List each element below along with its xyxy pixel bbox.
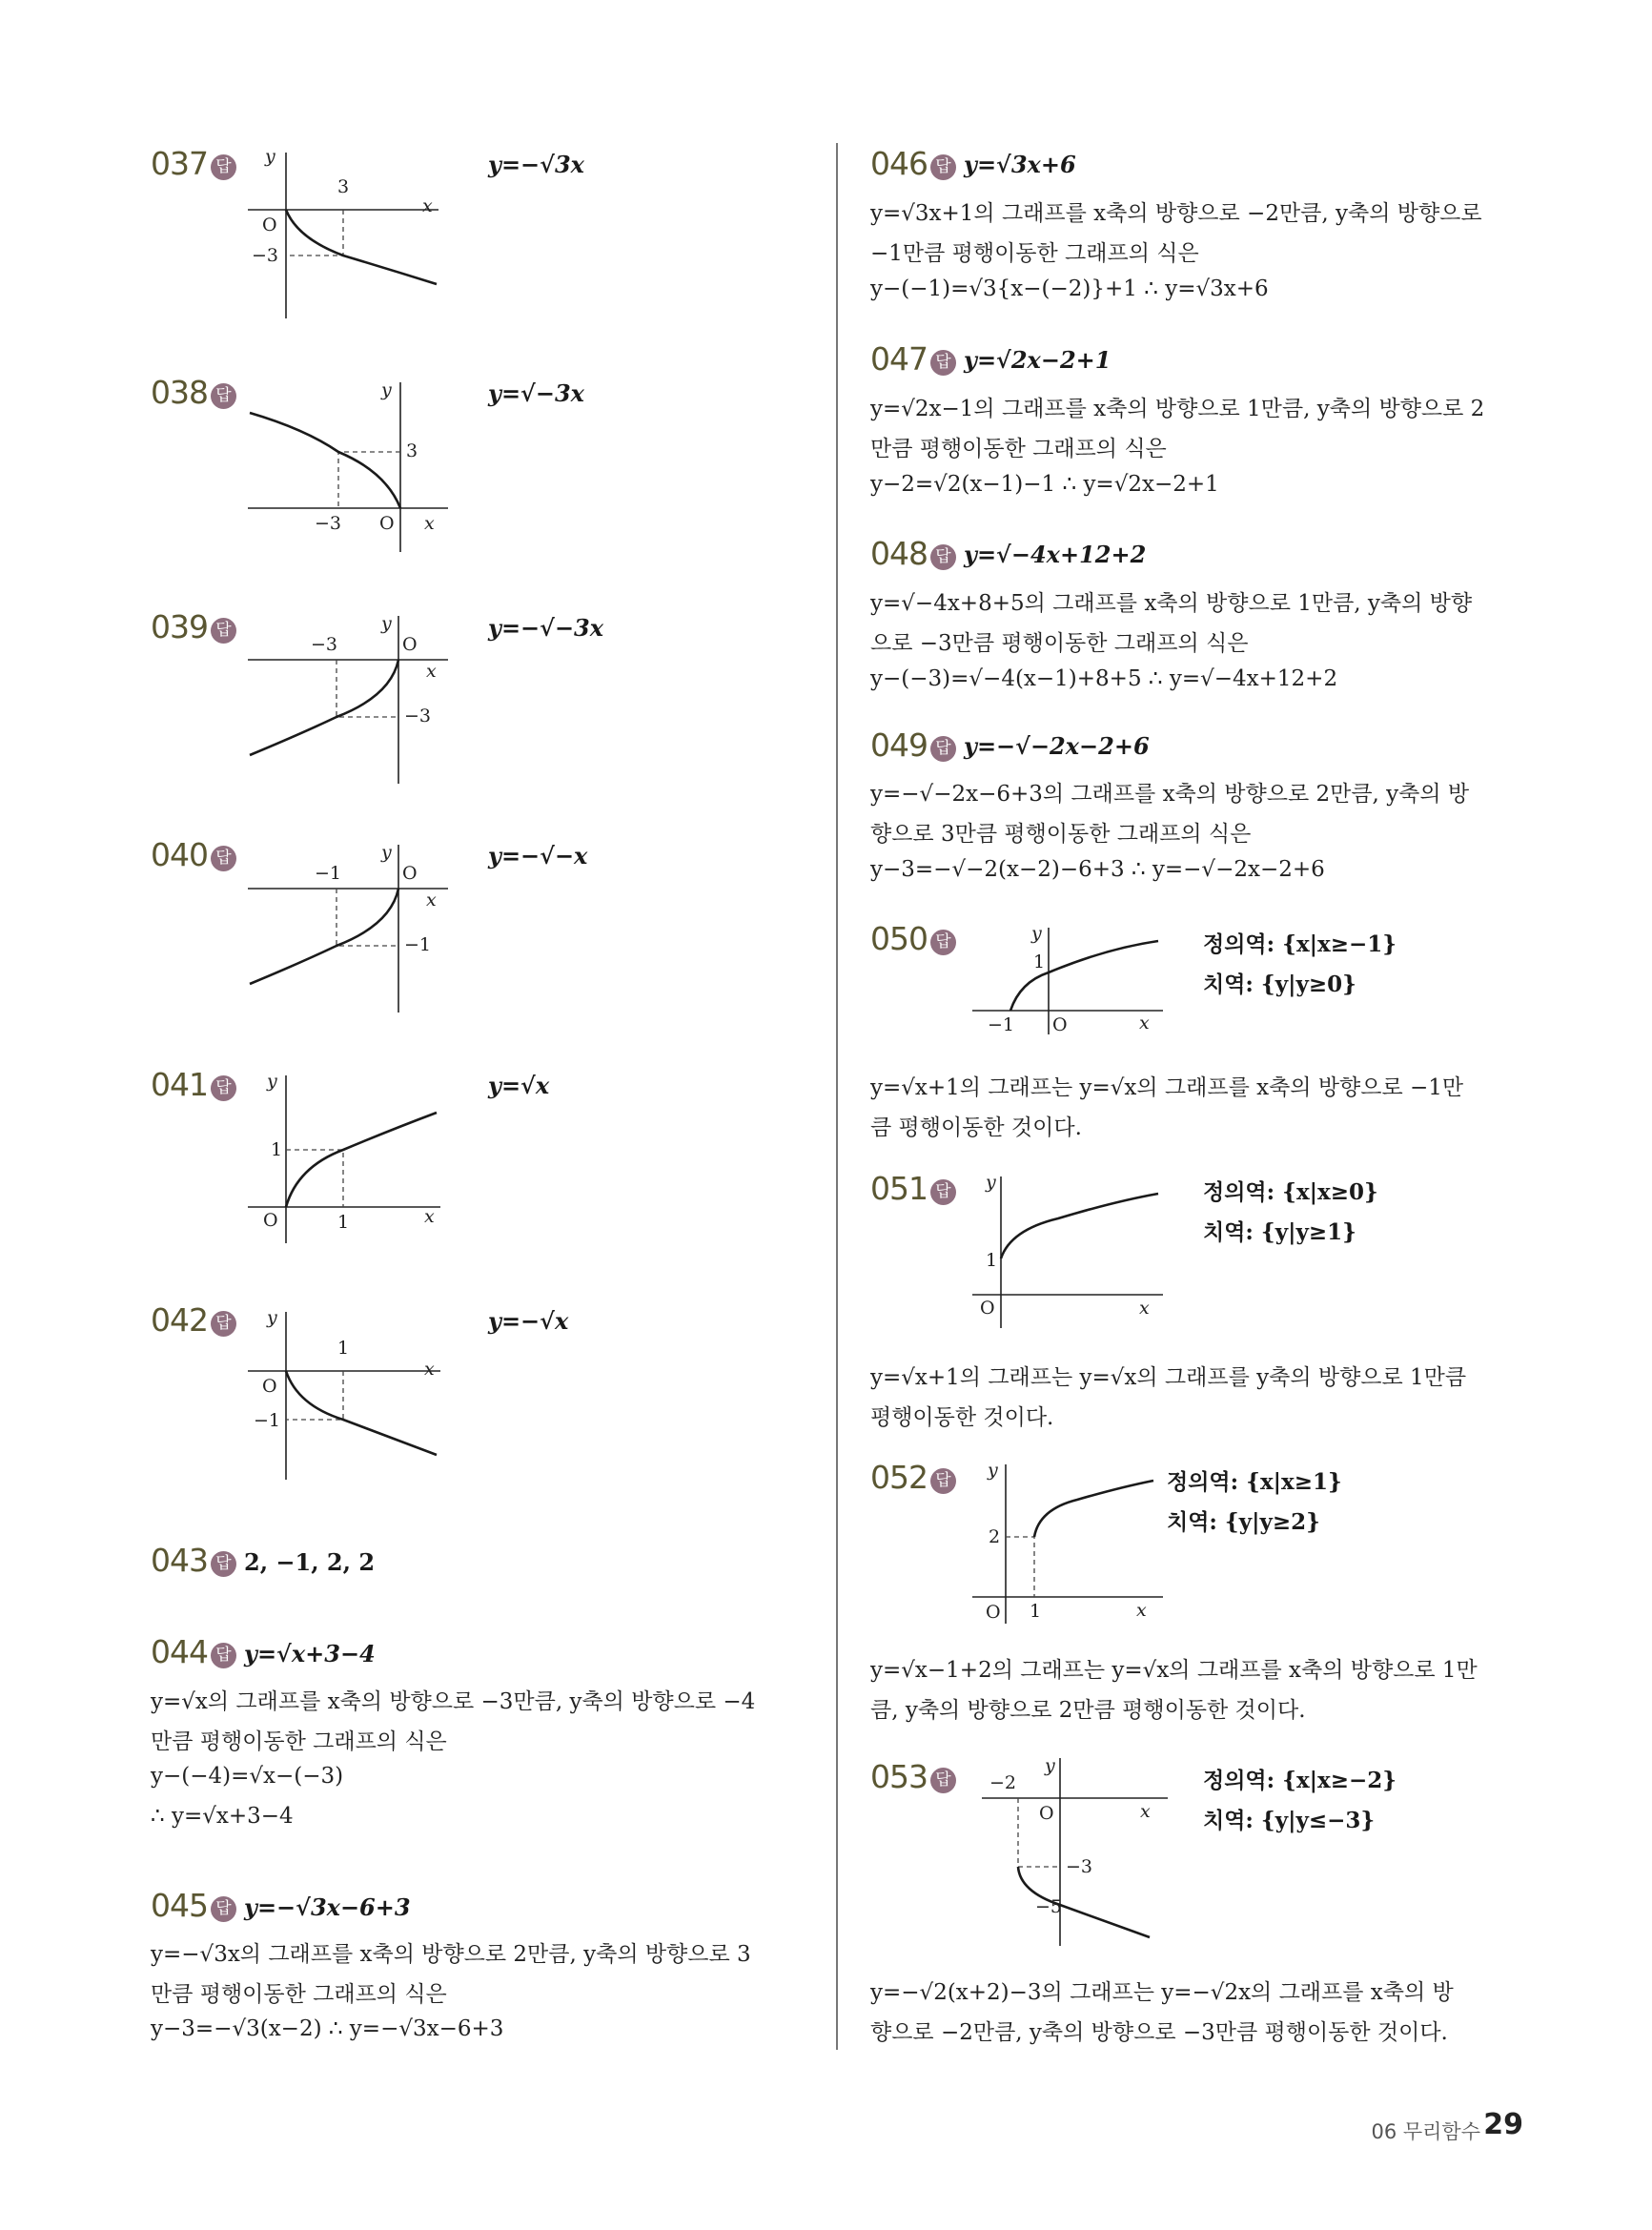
graph-040 xyxy=(238,839,458,1020)
problem-number: 037 xyxy=(151,145,208,182)
answer-badge: 답 xyxy=(930,1468,956,1494)
x-label: x xyxy=(1139,1013,1150,1033)
y-label: y xyxy=(267,1307,277,1328)
answer: y=−√−2x−2+6 xyxy=(964,732,1150,760)
problem-number: 042 xyxy=(151,1301,208,1339)
answer-badge: 답 xyxy=(211,618,236,644)
answer-badge: 답 xyxy=(930,1179,956,1205)
range: 치역: {y|y≤−3} xyxy=(1203,1808,1376,1833)
solution-line: −1만큼 평행이동한 그래프의 식은 xyxy=(870,241,1199,266)
tick-label: −2 xyxy=(989,1772,1017,1793)
tick-label: 3 xyxy=(406,440,418,461)
solution-line: y=−√2(x+2)−3의 그래프는 y=−√2x의 그래프를 x축의 방 xyxy=(870,1980,1454,2005)
answer: y=√−4x+12+2 xyxy=(964,541,1147,568)
answer-badge: 답 xyxy=(930,930,956,955)
graph-037 xyxy=(238,143,448,324)
solution-line: 큼 평행이동한 것이다. xyxy=(870,1115,1082,1140)
origin-label: O xyxy=(986,1602,1001,1623)
problem-number: 038 xyxy=(151,374,208,411)
tick-label: 2 xyxy=(989,1526,1001,1547)
answer-badge: 답 xyxy=(211,383,236,409)
x-label: x xyxy=(424,1206,435,1227)
curve xyxy=(1034,1481,1153,1537)
y-label: y xyxy=(381,379,392,400)
tick-label: −1 xyxy=(988,1014,1015,1035)
curve xyxy=(1001,1194,1158,1258)
domain: 정의역: {x|x≥1} xyxy=(1167,1469,1342,1495)
tick-label: −3 xyxy=(311,634,338,655)
answer-badge: 답 xyxy=(211,1311,236,1337)
origin-label: O xyxy=(1039,1803,1054,1824)
tick-label: −1 xyxy=(254,1410,281,1431)
answer-badge: 답 xyxy=(930,736,956,762)
problem-number: 047 xyxy=(870,340,928,378)
curve xyxy=(286,1113,437,1207)
answer: y=−√3x−6+3 xyxy=(244,1893,411,1921)
solution-line: 평행이동한 것이다. xyxy=(870,1405,1054,1430)
tick-label: −3 xyxy=(1066,1856,1093,1877)
graph-053 xyxy=(972,1750,1182,1951)
answer: 2, −1, 2, 2 xyxy=(244,1548,376,1576)
range: 치역: {y|y≥2} xyxy=(1167,1509,1320,1535)
guide-line xyxy=(286,1371,343,1420)
solution-line: y−2=√2(x−1)−1 ∴ y=√2x−2+1 xyxy=(870,472,1219,497)
answer: y=−√x xyxy=(488,1307,569,1335)
origin-label: O xyxy=(402,863,418,884)
y-label: y xyxy=(986,1172,996,1193)
answer: y=−√−3x xyxy=(488,614,604,642)
page-number: 29 xyxy=(1483,2108,1523,2141)
solution-line: y−(−3)=√−4(x−1)+8+5 ∴ y=√−4x+12+2 xyxy=(870,666,1338,691)
answer: y=√x xyxy=(488,1072,550,1099)
answer-badge: 답 xyxy=(930,1768,956,1793)
problem-number: 049 xyxy=(870,726,928,764)
graph-042 xyxy=(238,1304,458,1485)
origin-label: O xyxy=(263,1210,278,1231)
tick-label: −1 xyxy=(404,934,432,955)
answer: y=√−3x xyxy=(488,379,584,407)
problem-number: 051 xyxy=(870,1170,928,1207)
x-label: x xyxy=(1136,1600,1147,1621)
answer-badge: 답 xyxy=(211,846,236,871)
answer-badge: 답 xyxy=(211,1075,236,1101)
answer-badge: 답 xyxy=(211,1643,236,1668)
chapter-title: 06 무리함수 xyxy=(1371,2120,1480,2143)
tick-label: −3 xyxy=(404,706,432,726)
problem-number: 046 xyxy=(870,145,928,182)
tick-label: 1 xyxy=(337,1212,350,1233)
solution-line: y−3=−√3(x−2) ∴ y=−√3x−6+3 xyxy=(151,2016,504,2041)
answer-badge: 답 xyxy=(930,544,956,570)
answer: y=−√−x xyxy=(488,842,588,869)
answer-badge: 답 xyxy=(211,154,236,180)
graph-052 xyxy=(963,1457,1173,1626)
curve xyxy=(250,413,400,508)
range: 치역: {y|y≥0} xyxy=(1203,972,1356,997)
origin-label: O xyxy=(1052,1014,1068,1035)
x-label: x xyxy=(426,890,437,910)
solution-line: 으로 −3만큼 평행이동한 그래프의 식은 xyxy=(870,631,1249,656)
answer-badge: 답 xyxy=(930,350,956,376)
solution-line: y=√−4x+8+5의 그래프를 x축의 방향으로 1만큼, y축의 방향 xyxy=(870,591,1473,616)
tick-label: 3 xyxy=(337,176,350,197)
solution-line: y=√x+1의 그래프는 y=√x의 그래프를 y축의 방향으로 1만큼 xyxy=(870,1365,1467,1390)
x-label: x xyxy=(424,1359,435,1380)
solution-line: y=√x+1의 그래프는 y=√x의 그래프를 x축의 방향으로 −1만 xyxy=(870,1075,1464,1100)
y-label: y xyxy=(1045,1755,1055,1776)
x-label: x xyxy=(1139,1298,1150,1319)
guide-line xyxy=(337,889,398,946)
origin-label: O xyxy=(262,215,277,235)
domain: 정의역: {x|x≥−2} xyxy=(1203,1768,1397,1793)
tick-label: −3 xyxy=(315,513,342,534)
tick-label: 1 xyxy=(986,1250,998,1271)
x-label: x xyxy=(426,661,437,682)
solution-line: 향으로 −2만큼, y축의 방향으로 −3만큼 평행이동한 것이다. xyxy=(870,2020,1448,2045)
answer: y=√3x+6 xyxy=(964,151,1076,178)
y-label: y xyxy=(988,1460,998,1481)
problem-number: 039 xyxy=(151,608,208,645)
problem-number: 052 xyxy=(870,1459,928,1496)
curve xyxy=(250,660,398,755)
answer-badge: 답 xyxy=(211,1551,236,1577)
answer: y=√x+3−4 xyxy=(244,1640,376,1667)
solution-line: 만큼 평행이동한 그래프의 식은 xyxy=(870,437,1167,461)
solution-line: 만큼 평행이동한 그래프의 식은 xyxy=(151,1982,447,2007)
graph-050 xyxy=(963,920,1173,1039)
x-label: x xyxy=(1140,1801,1151,1822)
problem-number: 040 xyxy=(151,836,208,873)
solution-line: y=−√−2x−6+3의 그래프를 x축의 방향으로 2만큼, y축의 방 xyxy=(870,782,1470,807)
origin-label: O xyxy=(262,1376,277,1397)
y-label: y xyxy=(381,613,392,634)
guide-line xyxy=(286,210,343,256)
solution-line: y=√3x+1의 그래프를 x축의 방향으로 −2만큼, y축의 방향으로 xyxy=(870,201,1482,226)
problem-number: 053 xyxy=(870,1758,928,1795)
graph-041 xyxy=(238,1068,458,1249)
solution-line: y−(−1)=√3{x−(−2)}+1 ∴ y=√3x+6 xyxy=(870,276,1269,301)
solution-line: y=−√3x의 그래프를 x축의 방향으로 2만큼, y축의 방향으로 3 xyxy=(151,1942,751,1967)
tick-label: 1 xyxy=(337,1338,350,1359)
problem-number: 048 xyxy=(870,535,928,572)
problem-number: 045 xyxy=(151,1887,208,1924)
origin-label: O xyxy=(402,634,418,655)
column-divider xyxy=(836,143,838,2050)
tick-label: −3 xyxy=(252,245,279,266)
curve xyxy=(250,889,398,984)
tick-label: −5 xyxy=(1035,1896,1063,1917)
origin-label: O xyxy=(980,1298,995,1319)
answer: y=√2x−2+1 xyxy=(964,346,1112,374)
answer: y=−√3x xyxy=(488,151,584,178)
problem-number: 044 xyxy=(151,1633,208,1670)
solution-line: 만큼 평행이동한 그래프의 식은 xyxy=(151,1729,447,1754)
solution-line: y=√x−1+2의 그래프는 y=√x의 그래프를 x축의 방향으로 1만 xyxy=(870,1658,1478,1683)
range: 치역: {y|y≥1} xyxy=(1203,1219,1356,1245)
solution-line: y=√2x−1의 그래프를 x축의 방향으로 1만큼, y축의 방향으로 2 xyxy=(870,397,1485,421)
solution-line: y−3=−√−2(x−2)−6+3 ∴ y=−√−2x−2+6 xyxy=(870,857,1325,882)
x-label: x xyxy=(422,195,433,216)
solution-line: ∴ y=√x+3−4 xyxy=(151,1804,294,1829)
answer-badge: 답 xyxy=(211,1896,236,1922)
problem-number: 041 xyxy=(151,1066,208,1103)
y-label: y xyxy=(381,842,392,863)
tick-label: 1 xyxy=(1033,951,1046,972)
graph-038 xyxy=(238,377,458,558)
guide-line xyxy=(286,1150,343,1207)
guide-line xyxy=(338,452,400,508)
y-label: y xyxy=(267,1071,277,1092)
graph-051 xyxy=(963,1171,1173,1333)
problem-number: 043 xyxy=(151,1542,208,1579)
y-label: y xyxy=(265,146,275,167)
curve xyxy=(286,1371,437,1455)
y-label: y xyxy=(1031,923,1042,944)
solution-line: 향으로 3만큼 평행이동한 그래프의 식은 xyxy=(870,822,1252,847)
domain: 정의역: {x|x≥0} xyxy=(1203,1179,1378,1205)
solution-line: y=√x의 그래프를 x축의 방향으로 −3만큼, y축의 방향으로 −4 xyxy=(151,1689,756,1714)
x-label: x xyxy=(424,513,435,534)
guide-line xyxy=(1006,1537,1034,1597)
tick-label: 1 xyxy=(1030,1601,1042,1622)
answer-badge: 답 xyxy=(930,154,956,180)
problem-number: 050 xyxy=(870,920,928,957)
domain: 정의역: {x|x≥−1} xyxy=(1203,931,1397,957)
guide-line xyxy=(337,660,398,717)
solution-line: y−(−4)=√x−(−3) xyxy=(151,1764,344,1789)
solution-line: 큼, y축의 방향으로 2만큼 평행이동한 것이다. xyxy=(870,1698,1306,1723)
curve xyxy=(286,210,437,284)
tick-label: −1 xyxy=(315,863,342,884)
origin-label: O xyxy=(379,513,395,534)
tick-label: 1 xyxy=(271,1139,283,1160)
graph-039 xyxy=(238,610,458,791)
